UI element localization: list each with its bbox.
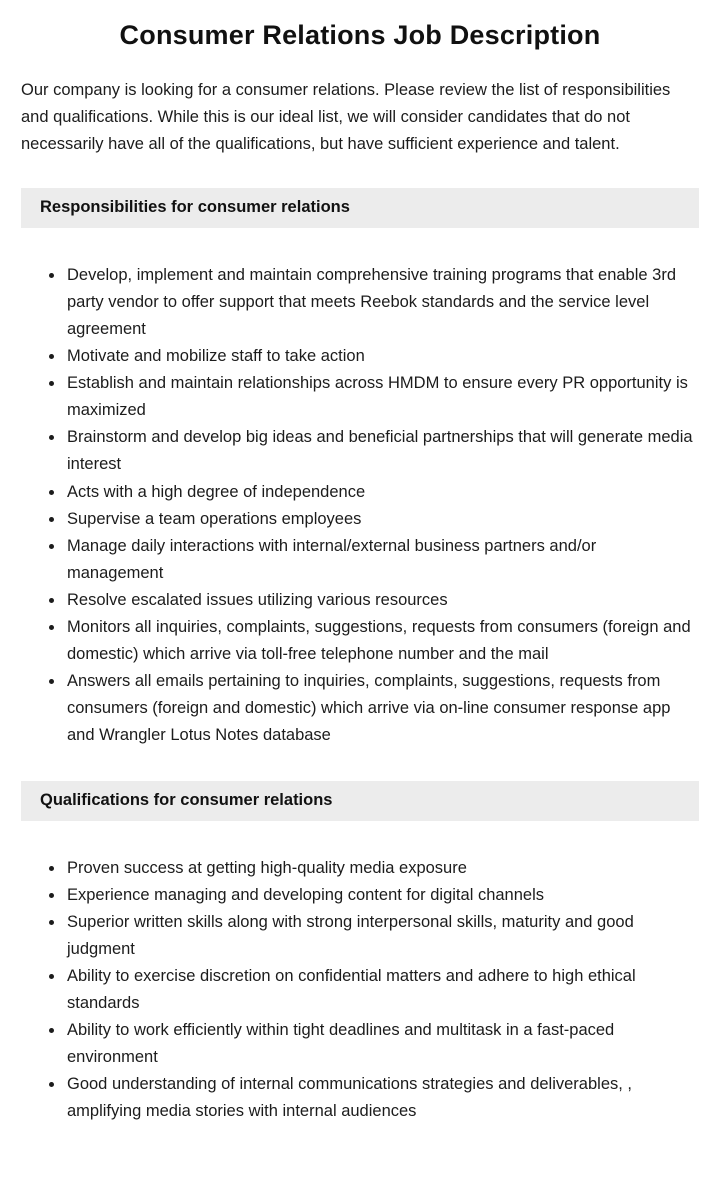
responsibilities-heading: Responsibilities for consumer relations bbox=[21, 188, 699, 228]
qualifications-section bbox=[21, 781, 699, 1125]
list-item: Ability to work efficiently within tight deadlines and multitask in a fast-paced environment bbox=[67, 1017, 699, 1071]
qualifications-heading: Qualifications for consumer relations bbox=[21, 781, 699, 821]
responsibilities-list bbox=[21, 262, 699, 749]
list-item: Superior written skills along with strong interpersonal skills, maturity and good judgment bbox=[67, 909, 699, 963]
qualifications-list bbox=[21, 855, 699, 1125]
list-item: Resolve escalated issues utilizing various resources bbox=[67, 587, 699, 614]
list-item: Proven success at getting high-quality media exposure bbox=[67, 855, 699, 882]
list-item: Acts with a high degree of independence bbox=[67, 479, 699, 506]
responsibilities-section bbox=[21, 188, 699, 749]
list-item: Good understanding of internal communications strategies and deliverables, , amplifying media stories with internal audiences bbox=[67, 1071, 699, 1125]
list-item: Supervise a team operations employees bbox=[67, 506, 699, 533]
list-item: Experience managing and developing content for digital channels bbox=[67, 882, 699, 909]
list-item: Manage daily interactions with internal/external business partners and/or management bbox=[67, 533, 699, 587]
intro-paragraph: Our company is looking for a consumer relations. Please review the list of responsibilities and qualifications. While this is our ideal list, we will consider candidates that do not necessarily have all of the qualifications, but have sufficient experience and talent. bbox=[21, 81, 671, 154]
list-item: Establish and maintain relationships across HMDM to ensure every PR opportunity is maximized bbox=[67, 370, 699, 424]
list-item: Ability to exercise discretion on confidential matters and adhere to high ethical standards bbox=[67, 963, 699, 1017]
list-item: Motivate and mobilize staff to take action bbox=[67, 343, 699, 370]
list-item: Brainstorm and develop big ideas and beneficial partnerships that will generate media interest bbox=[67, 424, 699, 478]
list-item: Develop, implement and maintain comprehensive training programs that enable 3rd party vendor to offer support that meets Reebok standards and the service level agreement bbox=[67, 262, 699, 343]
page-title: Consumer Relations Job Description bbox=[119, 20, 601, 50]
list-item: Answers all emails pertaining to inquiries, complaints, suggestions, requests from consumers (foreign and domestic) which arrive via on-line consumer response app and Wrangler Lotus Notes database bbox=[67, 668, 699, 749]
list-item: Monitors all inquiries, complaints, suggestions, requests from consumers (foreign and domestic) which arrive via toll-free telephone number and the mail bbox=[67, 614, 699, 668]
